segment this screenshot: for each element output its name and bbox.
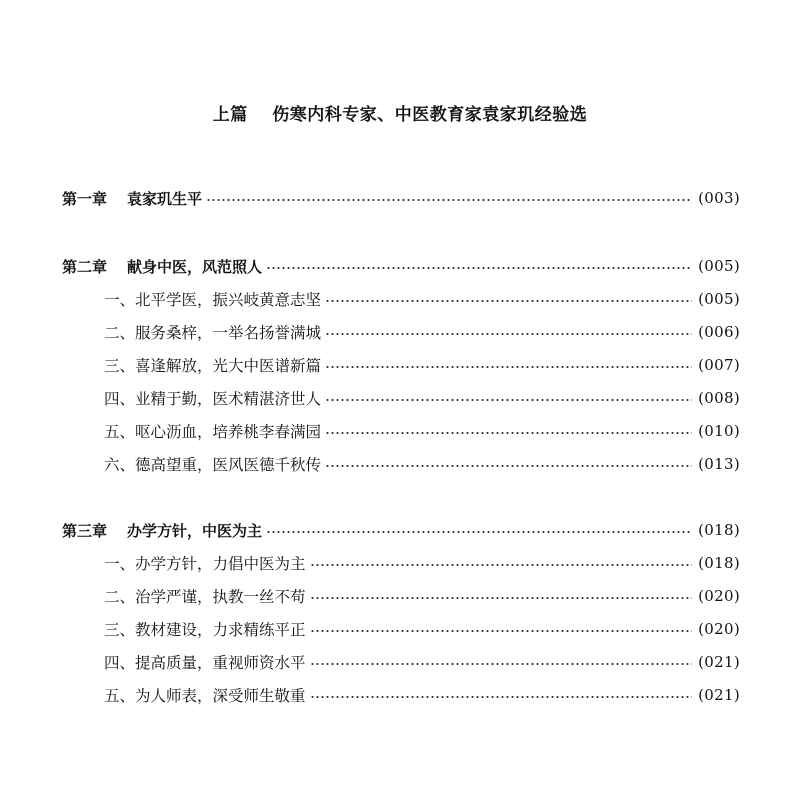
toc-section-row[interactable] bbox=[62, 584, 740, 608]
page-number: (018) bbox=[698, 521, 740, 539]
dot-leader bbox=[325, 399, 692, 401]
dot-leader bbox=[325, 432, 692, 434]
dot-leader bbox=[266, 267, 692, 269]
page-number: (005) bbox=[698, 290, 740, 308]
chapter-title: 办学方针，中医为主 bbox=[127, 521, 263, 540]
dot-leader bbox=[310, 597, 693, 599]
dot-leader bbox=[325, 333, 692, 335]
page-number: (020) bbox=[698, 620, 740, 638]
page-number: (018) bbox=[698, 554, 740, 572]
toc-section-row[interactable] bbox=[62, 320, 740, 344]
section-title: 四、提高质量，重视师资水平 bbox=[104, 654, 306, 672]
dot-leader bbox=[325, 465, 692, 467]
toc-section-row[interactable] bbox=[62, 452, 740, 476]
page-number: (020) bbox=[698, 587, 740, 605]
section-title: 六、德高望重，医风医德千秋传 bbox=[104, 456, 322, 474]
page-number: (021) bbox=[698, 686, 740, 704]
dot-leader bbox=[325, 300, 692, 302]
part-heading bbox=[0, 100, 800, 125]
chapter-number: 第一章 bbox=[62, 189, 108, 208]
dot-leader bbox=[310, 630, 693, 632]
section-title: 三、喜逢解放，光大中医谱新篇 bbox=[104, 357, 322, 375]
chapter-number: 第二章 bbox=[62, 257, 108, 276]
page-number: (005) bbox=[698, 257, 740, 275]
toc-chapter-row[interactable] bbox=[62, 186, 740, 210]
toc-chapter-row[interactable] bbox=[62, 254, 740, 278]
dot-leader bbox=[266, 531, 692, 533]
chapter-number: 第三章 bbox=[62, 521, 108, 540]
page-number: (010) bbox=[698, 422, 740, 440]
page-number: (021) bbox=[698, 653, 740, 671]
page-number: (006) bbox=[698, 323, 740, 341]
part-title: 伤寒内科专家、中医教育家袁家玑经验选 bbox=[272, 105, 588, 125]
section-title: 一、北平学医，振兴岐黄意志坚 bbox=[104, 291, 322, 309]
toc-section-row[interactable] bbox=[62, 419, 740, 443]
section-title: 一、办学方针，力倡中医为主 bbox=[104, 555, 306, 573]
page-number: (007) bbox=[698, 356, 740, 374]
section-title: 二、服务桑梓，一举名扬誉满城 bbox=[104, 324, 322, 342]
section-title: 四、业精于勤，医术精湛济世人 bbox=[104, 390, 322, 408]
toc-chapter-row[interactable] bbox=[62, 518, 740, 542]
page-number: (013) bbox=[698, 455, 740, 473]
part-label: 上篇 bbox=[212, 105, 248, 125]
dot-leader bbox=[310, 696, 693, 698]
page-number: (008) bbox=[698, 389, 740, 407]
toc-section-row[interactable] bbox=[62, 386, 740, 410]
section-title: 三、教材建设，力求精练平正 bbox=[104, 621, 306, 639]
dot-leader bbox=[206, 199, 692, 201]
dot-leader bbox=[310, 663, 693, 665]
toc-section-row[interactable] bbox=[62, 353, 740, 377]
section-title: 五、呕心沥血，培养桃李春满园 bbox=[104, 423, 322, 441]
chapter-title: 献身中医，风范照人 bbox=[127, 257, 263, 276]
chapter-title: 袁家玑生平 bbox=[127, 189, 203, 208]
toc-section-row[interactable] bbox=[62, 551, 740, 575]
section-title: 二、治学严谨，执教一丝不苟 bbox=[104, 588, 306, 606]
toc-section-row[interactable] bbox=[62, 683, 740, 707]
toc-section-row[interactable] bbox=[62, 617, 740, 641]
section-title: 五、为人师表，深受师生敬重 bbox=[104, 687, 306, 705]
dot-leader bbox=[325, 366, 692, 368]
toc-section-row[interactable] bbox=[62, 650, 740, 674]
dot-leader bbox=[310, 564, 693, 566]
toc-section-row[interactable] bbox=[62, 287, 740, 311]
page-number: (003) bbox=[698, 189, 740, 207]
